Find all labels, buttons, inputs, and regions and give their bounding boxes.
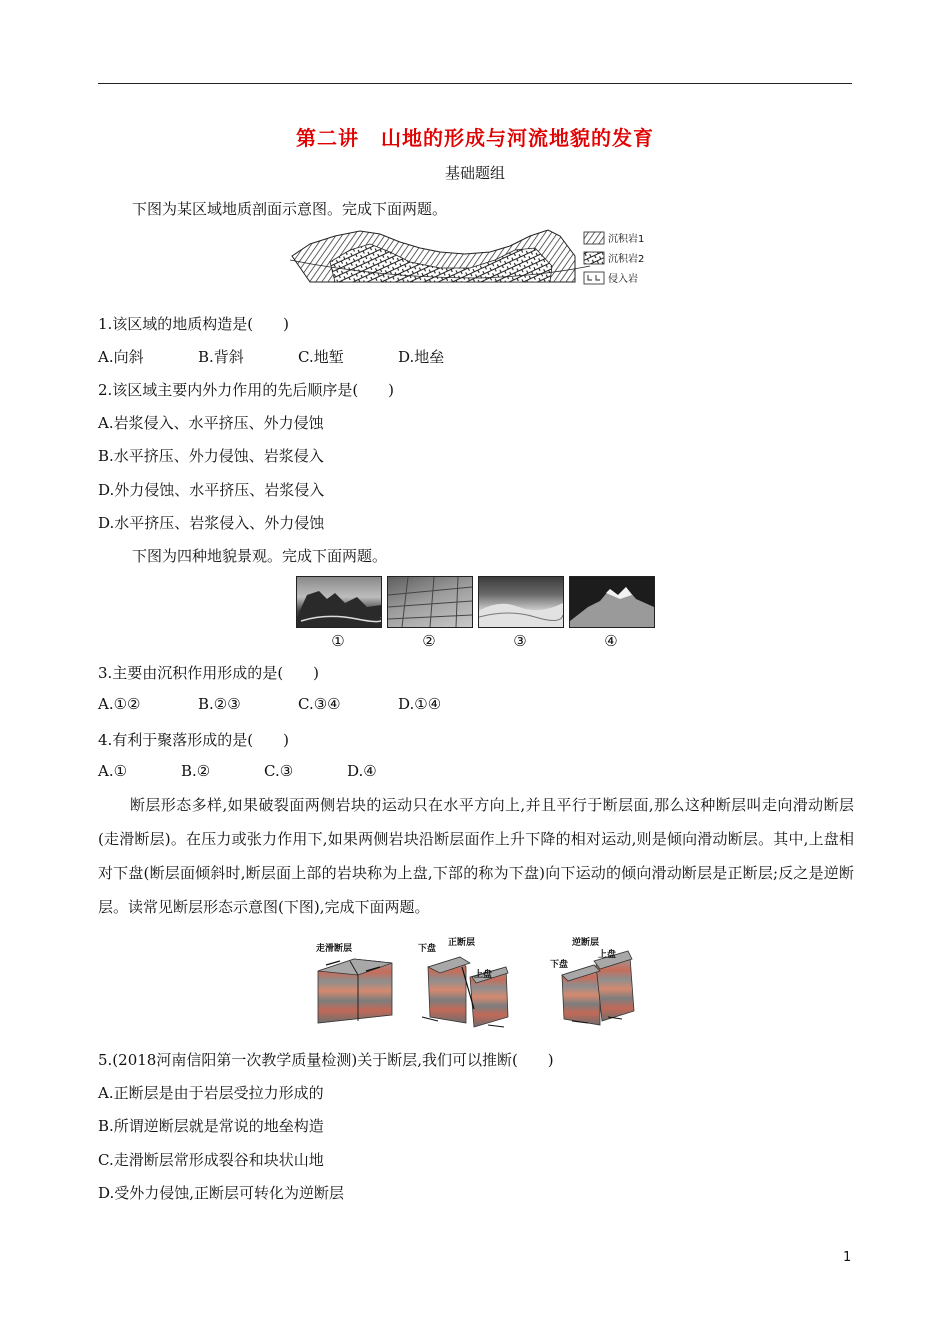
q2-option-d[interactable]: D.水平挤压、岩浆侵入、外力侵蚀 (98, 514, 325, 532)
q1-option-a[interactable]: A.向斜 (98, 348, 144, 366)
label-normal-hangingwall: 上盘 (474, 970, 493, 980)
question-2: 2.该区域主要内外力作用的先后顺序是( ) (98, 381, 395, 399)
q3-option-a[interactable]: A.①② (98, 695, 141, 713)
landform-photo-1 (296, 576, 382, 628)
legend-swatch-sedimentary1 (584, 232, 604, 244)
label-reverse-footwall: 下盘 (550, 960, 569, 970)
landform-photo-2 (387, 576, 473, 628)
label-strike-slip: 走滑断层 (316, 944, 353, 954)
section-subtitle: 基础题组 (444, 164, 505, 182)
photo-label-2: ② (422, 632, 436, 650)
page-title (0, 122, 950, 151)
landform-photo-4 (569, 576, 655, 628)
legend-intrusive: 侵入岩 (608, 274, 638, 285)
page-number: 1 (843, 1250, 852, 1265)
q1-option-b[interactable]: B.背斜 (198, 348, 244, 366)
label-normal-footwall: 下盘 (418, 944, 437, 954)
q5-option-a[interactable]: A.正断层是由于岩层受拉力形成的 (98, 1084, 324, 1102)
photo-label-1: ① (331, 632, 345, 650)
q2-option-b[interactable]: B.水平挤压、外力侵蚀、岩浆侵入 (98, 447, 324, 465)
legend-sedimentary1: 沉积岩1 (608, 234, 645, 245)
q3-option-b[interactable]: B.②③ (198, 695, 241, 713)
header-rule (98, 83, 852, 84)
photo-label-3: ③ (513, 632, 527, 650)
question-1: 1.该区域的地质构造是( ) (98, 315, 290, 333)
label-reverse-fault: 逆断层 (572, 938, 600, 948)
photo-label-4: ④ (604, 632, 618, 650)
q1-option-c[interactable]: C.地堑 (298, 348, 344, 366)
fault-paragraph: 断层形态多样,如果破裂面两侧岩块的运动只在水平方向上,并且平行于断层面,那么这种断层叫走向滑动断层(走滑断层)。在压力或张力作用下,如果两侧岩块沿断层面作上升下降的相对运动,则是倾向滑动断层。其中,上盘相对下盘(断层面倾斜时,断层面上部的岩块称为上盘,下部的称为下盘)向下运动的倾向滑动断层是正断层;反之是逆断层。读常见断层形态示意图(下图),完成下面两题。 (98, 796, 854, 916)
q4-option-a[interactable]: A.① (98, 762, 128, 780)
title-topic: 山地的形成与河流地貌的发育 (381, 126, 654, 150)
q4-option-c[interactable]: C.③ (264, 762, 294, 780)
question-3: 3.主要由沉积作用形成的是( ) (98, 664, 320, 682)
question-4: 4.有利于聚落形成的是( ) (98, 731, 290, 749)
title-lecture: 第二讲 (296, 126, 359, 150)
q2-option-c[interactable]: D.外力侵蚀、水平挤压、岩浆侵入 (98, 481, 325, 499)
q4-option-b[interactable]: B.② (181, 762, 211, 780)
q3-option-c[interactable]: C.③④ (298, 695, 341, 713)
legend-swatch-intrusive (584, 272, 604, 284)
legend-swatch-sedimentary2 (584, 252, 604, 264)
q5-option-b[interactable]: B.所谓逆断层就是常说的地垒构造 (98, 1117, 324, 1135)
q5-option-d[interactable]: D.受外力侵蚀,正断层可转化为逆断层 (98, 1184, 345, 1202)
label-reverse-hangingwall: 上盘 (598, 950, 617, 960)
q5-option-c[interactable]: C.走滑断层常形成裂谷和块状山地 (98, 1151, 324, 1169)
landform-photo-3 (478, 576, 564, 628)
geologic-section-figure (290, 222, 670, 292)
fault-diagram (310, 937, 646, 1029)
question-5: 5.(2018河南信阳第一次教学质量检测)关于断层,我们可以推断( ) (98, 1051, 554, 1069)
q3-option-d[interactable]: D.①④ (398, 695, 442, 713)
intro-landforms: 下图为四种地貌景观。完成下面两题。 (132, 547, 388, 565)
q2-option-a[interactable]: A.岩浆侵入、水平挤压、外力侵蚀 (98, 414, 324, 432)
legend-sedimentary2: 沉积岩2 (608, 254, 645, 265)
label-normal-fault: 正断层 (448, 938, 476, 948)
q4-option-d[interactable]: D.④ (347, 762, 377, 780)
intro-geology: 下图为某区域地质剖面示意图。完成下面两题。 (132, 200, 448, 218)
q1-option-d[interactable]: D.地垒 (398, 348, 445, 366)
